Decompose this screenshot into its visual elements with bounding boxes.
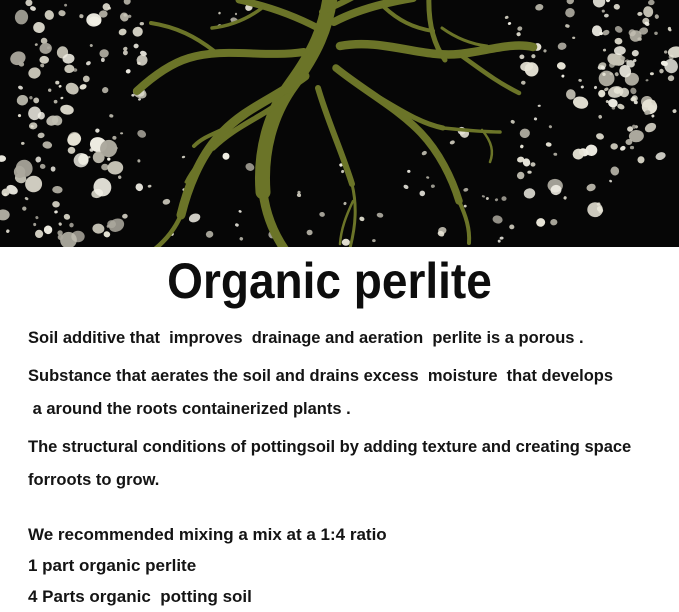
- perlite-dot: [51, 166, 56, 171]
- soil-background: [0, 0, 679, 247]
- mix-soil-line: 4 Parts organic potting soil: [28, 587, 252, 606]
- hero-image: [0, 0, 679, 247]
- page-title: Organic perlite: [167, 253, 492, 309]
- paragraph-line: forroots to grow.: [28, 471, 160, 489]
- perlite-dot: [531, 162, 536, 166]
- soil-roots-illustration: [0, 0, 679, 247]
- paragraph-line: The structural conditions of pottingsoil by adding texture and creating space: [28, 438, 632, 456]
- paragraph-line: Soil additive that improves drainage and aeration perlite is a porous .: [28, 329, 584, 347]
- mix-ratio-line: We recommended mixing a mix at a 1:4 ratio: [28, 525, 387, 544]
- mix-perlite-line: 1 part organic perlite: [28, 556, 197, 575]
- perlite-dot: [68, 147, 76, 154]
- perlite-dot: [57, 230, 62, 235]
- perlite-dot: [342, 239, 350, 246]
- perlite-dot: [120, 132, 123, 134]
- paragraph-1: [28, 322, 659, 355]
- paragraph-2: [28, 360, 659, 426]
- paragraph-line: Substance that aerates the soil and drains excess moisture that develops: [28, 367, 614, 385]
- paragraph-3: [28, 431, 659, 497]
- mixing-instructions: [28, 519, 659, 612]
- perlite-dot: [654, 32, 658, 35]
- paragraph-line: a around the roots containerized plants .: [28, 400, 351, 418]
- text-panel: [0, 253, 679, 612]
